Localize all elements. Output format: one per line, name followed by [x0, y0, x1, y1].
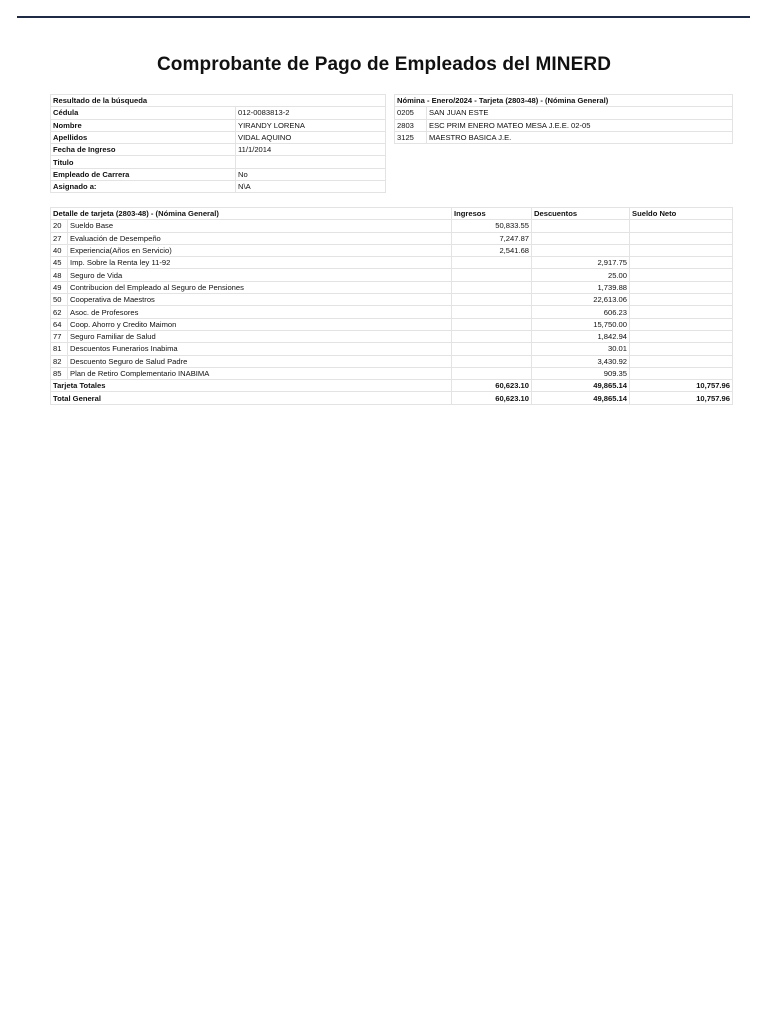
nomina-table	[394, 94, 733, 144]
income-value	[452, 355, 532, 367]
concept-name: Seguro Familiar de Salud	[68, 330, 452, 342]
concept-code: 64	[51, 318, 68, 330]
net-value	[630, 281, 733, 293]
unit-name: SAN JUAN ESTE	[427, 107, 733, 119]
field-label: Nombre	[51, 119, 236, 131]
field-value: 012-0083813-2	[236, 107, 386, 119]
total-discount: 49,865.14	[532, 392, 630, 404]
totals-row	[51, 392, 733, 404]
search-result-table	[50, 94, 386, 193]
income-value	[452, 343, 532, 355]
concept-name: Cooperativa de Maestros	[68, 294, 452, 306]
concept-name: Descuentos Funerarios Inabima	[68, 343, 452, 355]
income-value	[452, 306, 532, 318]
concept-code: 27	[51, 232, 68, 244]
income-value: 50,833.55	[452, 220, 532, 232]
net-value	[630, 294, 733, 306]
net-value	[630, 355, 733, 367]
net-value	[630, 244, 733, 256]
total-discount: 49,865.14	[532, 380, 630, 392]
table-row	[51, 306, 733, 318]
field-label: Cédula	[51, 107, 236, 119]
discount-value: 606.23	[532, 306, 630, 318]
discount-value: 25.00	[532, 269, 630, 281]
totals-row	[51, 380, 733, 392]
unit-name: MAESTRO BASICA J.E.	[427, 131, 733, 143]
income-value	[452, 367, 532, 379]
field-value: YIRANDY LORENA	[236, 119, 386, 131]
income-value: 7,247.87	[452, 232, 532, 244]
concept-name: Imp. Sobre la Renta ley 11-92	[68, 257, 452, 269]
concept-name: Evaluación de Desempeño	[68, 232, 452, 244]
net-value	[630, 220, 733, 232]
total-income: 60,623.10	[452, 380, 532, 392]
totals-label: Tarjeta Totales	[51, 380, 452, 392]
table-header-row	[395, 95, 733, 107]
discount-value: 1,842.94	[532, 330, 630, 342]
discount-value: 30.01	[532, 343, 630, 355]
total-net: 10,757.96	[630, 392, 733, 404]
concept-name: Plan de Retiro Complementario INABIMA	[68, 367, 452, 379]
field-value: No	[236, 168, 386, 180]
card-detail-table	[50, 207, 733, 405]
field-label: Asignado a:	[51, 181, 236, 193]
info-row	[51, 144, 386, 156]
field-label: Fecha de Ingreso	[51, 144, 236, 156]
concept-code: 48	[51, 269, 68, 281]
table-row	[51, 244, 733, 256]
table-row	[51, 232, 733, 244]
income-value	[452, 257, 532, 269]
income-value	[452, 281, 532, 293]
totals-label: Total General	[51, 392, 452, 404]
net-value	[630, 257, 733, 269]
discount-value: 1,739.88	[532, 281, 630, 293]
discount-value	[532, 232, 630, 244]
total-net: 10,757.96	[630, 380, 733, 392]
table-row	[51, 343, 733, 355]
info-row	[51, 181, 386, 193]
income-value	[452, 318, 532, 330]
discount-value: 22,613.06	[532, 294, 630, 306]
concept-code: 62	[51, 306, 68, 318]
table-row	[51, 318, 733, 330]
field-value: N\A	[236, 181, 386, 193]
net-value	[630, 269, 733, 281]
income-value	[452, 330, 532, 342]
concept-name: Asoc. de Profesores	[68, 306, 452, 318]
nomina-row	[395, 131, 733, 143]
table-row	[51, 220, 733, 232]
field-value	[236, 156, 386, 168]
unit-code: 3125	[395, 131, 427, 143]
table-header-row	[51, 95, 386, 107]
concept-name: Seguro de Vida	[68, 269, 452, 281]
discount-value: 909.35	[532, 367, 630, 379]
income-value	[452, 294, 532, 306]
field-label: Apellidos	[51, 131, 236, 143]
field-value: 11/1/2014	[236, 144, 386, 156]
concept-name: Descuento Seguro de Salud Padre	[68, 355, 452, 367]
concept-name: Sueldo Base	[68, 220, 452, 232]
field-value: VIDAL AQUINO	[236, 131, 386, 143]
table-header-row	[51, 208, 733, 220]
net-value	[630, 367, 733, 379]
discount-value	[532, 244, 630, 256]
concept-code: 77	[51, 330, 68, 342]
page-title: Comprobante de Pago de Empleados del MINERD	[156, 54, 612, 75]
net-value	[630, 318, 733, 330]
income-value: 2,541.68	[452, 244, 532, 256]
concept-code: 49	[51, 281, 68, 293]
table-row	[51, 281, 733, 293]
concept-name: Contribucion del Empleado al Seguro de Pensiones	[68, 281, 452, 293]
discount-value: 15,750.00	[532, 318, 630, 330]
card-detail-header: Detalle de tarjeta (2803-48) - (Nómina General)	[51, 208, 452, 220]
table-row	[51, 269, 733, 281]
concept-name: Experiencia(Años en Servicio)	[68, 244, 452, 256]
nomina-row	[395, 107, 733, 119]
table-row	[51, 257, 733, 269]
search-result-header: Resultado de la búsqueda	[51, 95, 386, 107]
top-divider	[17, 16, 750, 18]
info-row	[51, 119, 386, 131]
field-label: Titulo	[51, 156, 236, 168]
discount-value: 2,917.75	[532, 257, 630, 269]
total-income: 60,623.10	[452, 392, 532, 404]
concept-code: 85	[51, 367, 68, 379]
table-row	[51, 330, 733, 342]
concept-code: 81	[51, 343, 68, 355]
table-row	[51, 367, 733, 379]
field-label: Empleado de Carrera	[51, 168, 236, 180]
income-value	[452, 269, 532, 281]
info-row	[51, 131, 386, 143]
nomina-row	[395, 119, 733, 131]
unit-code: 2803	[395, 119, 427, 131]
discount-value	[532, 220, 630, 232]
table-row	[51, 294, 733, 306]
net-value	[630, 306, 733, 318]
concept-code: 82	[51, 355, 68, 367]
table-row	[51, 355, 733, 367]
income-column-header: Ingresos	[452, 208, 532, 220]
unit-code: 0205	[395, 107, 427, 119]
concept-code: 40	[51, 244, 68, 256]
info-row	[51, 107, 386, 119]
nomina-header: Nómina - Enero/2024 - Tarjeta (2803-48) - (Nómina General)	[395, 95, 733, 107]
info-row	[51, 156, 386, 168]
net-value	[630, 343, 733, 355]
concept-code: 45	[51, 257, 68, 269]
concept-name: Coop. Ahorro y Credito Maimon	[68, 318, 452, 330]
unit-name: ESC PRIM ENERO MATEO MESA J.E.E. 02-05	[427, 119, 733, 131]
concept-code: 50	[51, 294, 68, 306]
net-salary-column-header: Sueldo Neto	[630, 208, 733, 220]
discount-column-header: Descuentos	[532, 208, 630, 220]
info-row	[51, 168, 386, 180]
discount-value: 3,430.92	[532, 355, 630, 367]
net-value	[630, 232, 733, 244]
concept-code: 20	[51, 220, 68, 232]
net-value	[630, 330, 733, 342]
